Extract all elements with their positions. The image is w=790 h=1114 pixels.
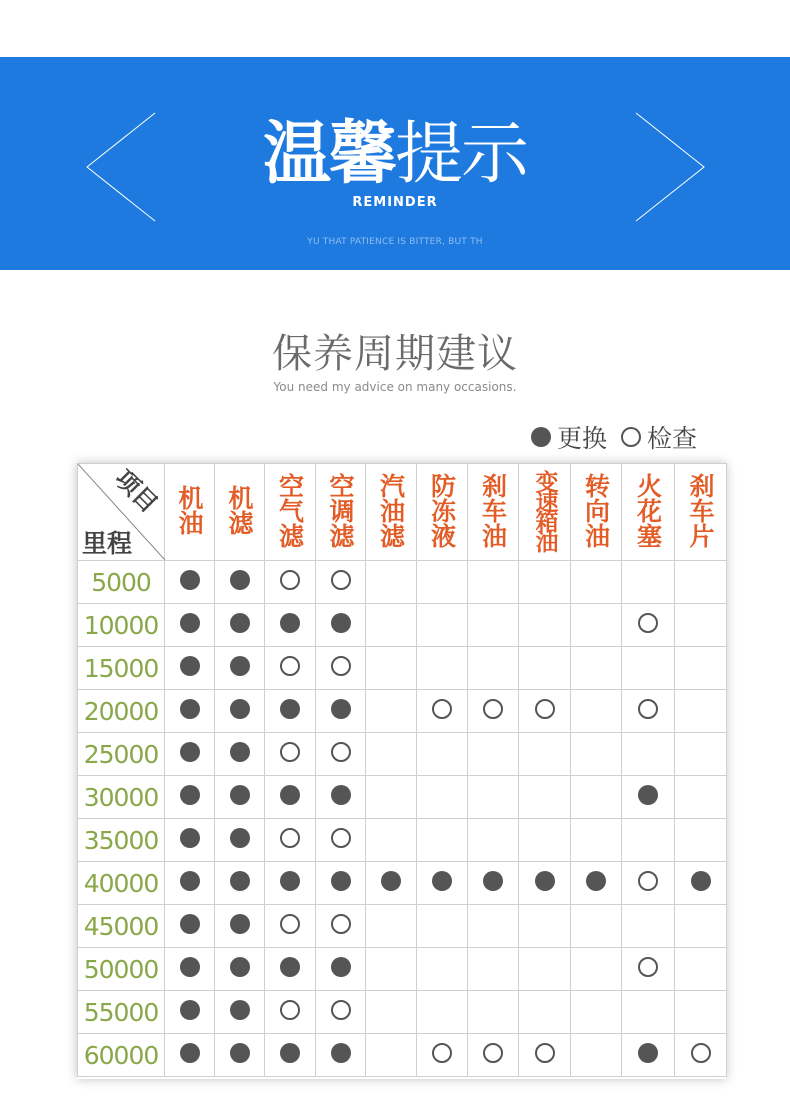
filled-circle-icon	[586, 871, 606, 891]
schedule-cell	[366, 948, 417, 991]
filled-circle-icon	[280, 699, 300, 719]
schedule-cell	[519, 604, 571, 647]
schedule-cell	[675, 948, 727, 991]
schedule-cell	[366, 647, 417, 690]
filled-circle-icon	[432, 871, 452, 891]
filled-circle-icon	[230, 957, 250, 977]
filled-circle-icon	[531, 427, 551, 447]
schedule-cell	[675, 1034, 727, 1077]
schedule-cell	[571, 604, 622, 647]
corner-item-label: 项目	[109, 464, 164, 519]
schedule-cell	[571, 647, 622, 690]
column-header-label: 刹车片	[686, 472, 715, 548]
mileage-cell	[78, 604, 165, 647]
schedule-cell	[265, 905, 316, 948]
filled-circle-icon	[331, 1043, 351, 1063]
schedule-cell	[468, 690, 519, 733]
schedule-cell	[417, 991, 468, 1034]
schedule-cell	[571, 819, 622, 862]
mileage-label: 5000	[91, 567, 151, 597]
schedule-cell	[675, 604, 727, 647]
banner-title	[0, 115, 790, 194]
schedule-cell	[675, 905, 727, 948]
mileage-label: 25000	[83, 739, 159, 769]
schedule-cell	[265, 991, 316, 1034]
schedule-cell	[316, 733, 366, 776]
schedule-cell	[215, 819, 265, 862]
schedule-cell	[622, 1034, 675, 1077]
schedule-cell	[316, 561, 366, 604]
schedule-cell	[622, 905, 675, 948]
table-row	[78, 1034, 727, 1077]
column-header-label: 机油	[175, 485, 204, 535]
schedule-cell	[417, 647, 468, 690]
schedule-cell	[366, 905, 417, 948]
schedule-cell	[675, 647, 727, 690]
filled-circle-icon	[381, 871, 401, 891]
table-row	[78, 647, 727, 690]
mileage-label: 20000	[83, 696, 159, 726]
corner-cell	[78, 464, 165, 561]
schedule-cell	[366, 733, 417, 776]
legend-replace-label: 更换	[557, 424, 608, 453]
mileage-cell	[78, 948, 165, 991]
filled-circle-icon	[180, 742, 200, 762]
schedule-cell	[417, 862, 468, 905]
filled-circle-icon	[230, 699, 250, 719]
filled-circle-icon	[180, 785, 200, 805]
schedule-cell	[675, 991, 727, 1034]
open-circle-icon	[331, 656, 351, 676]
mileage-cell	[78, 862, 165, 905]
column-header-label: 机滤	[225, 485, 254, 535]
schedule-cell	[366, 776, 417, 819]
filled-circle-icon	[230, 570, 250, 590]
schedule-cell	[622, 948, 675, 991]
schedule-cell	[366, 604, 417, 647]
schedule-cell	[265, 733, 316, 776]
table-row	[78, 819, 727, 862]
schedule-cell	[519, 776, 571, 819]
schedule-cell	[215, 561, 265, 604]
schedule-cell	[519, 991, 571, 1034]
mileage-cell	[78, 733, 165, 776]
schedule-cell	[519, 862, 571, 905]
table-row	[78, 948, 727, 991]
schedule-cell	[265, 776, 316, 819]
mileage-cell	[78, 690, 165, 733]
schedule-cell	[165, 905, 215, 948]
schedule-cell	[215, 733, 265, 776]
schedule-cell	[316, 948, 366, 991]
filled-circle-icon	[180, 699, 200, 719]
filled-circle-icon	[331, 871, 351, 891]
filled-circle-icon	[180, 957, 200, 977]
schedule-cell	[366, 561, 417, 604]
section-subtitle: You need my advice on many occasions.	[273, 380, 517, 394]
filled-circle-icon	[230, 742, 250, 762]
table-row	[78, 991, 727, 1034]
filled-circle-icon	[331, 785, 351, 805]
schedule-cell	[519, 948, 571, 991]
mileage-cell	[78, 647, 165, 690]
schedule-cell	[622, 819, 675, 862]
schedule-cell	[366, 690, 417, 733]
legend	[531, 422, 697, 452]
schedule-cell	[165, 647, 215, 690]
filled-circle-icon	[280, 785, 300, 805]
filled-circle-icon	[535, 871, 555, 891]
filled-circle-icon	[180, 828, 200, 848]
schedule-cell	[316, 905, 366, 948]
filled-circle-icon	[180, 871, 200, 891]
schedule-cell	[165, 733, 215, 776]
schedule-cell	[366, 1034, 417, 1077]
schedule-cell	[316, 776, 366, 819]
legend-check-label: 检查	[647, 424, 698, 453]
schedule-cell	[571, 690, 622, 733]
mileage-cell	[78, 1034, 165, 1077]
column-header-label: 刹车油	[478, 472, 508, 548]
filled-circle-icon	[280, 957, 300, 977]
schedule-cell	[316, 1034, 366, 1077]
schedule-cell	[265, 647, 316, 690]
filled-circle-icon	[230, 871, 250, 891]
schedule-cell	[165, 1034, 215, 1077]
filled-circle-icon	[230, 1043, 250, 1063]
open-circle-icon	[535, 699, 555, 719]
filled-circle-icon	[230, 656, 250, 676]
schedule-cell	[165, 776, 215, 819]
schedule-cell	[571, 561, 622, 604]
banner-title-bold: 温馨	[262, 115, 395, 194]
schedule-cell	[675, 733, 727, 776]
schedule-cell	[675, 776, 727, 819]
schedule-cell	[519, 1034, 571, 1077]
filled-circle-icon	[331, 699, 351, 719]
filled-circle-icon	[638, 1043, 658, 1063]
schedule-cell	[468, 819, 519, 862]
schedule-cell	[571, 776, 622, 819]
schedule-cell	[468, 561, 519, 604]
schedule-cell	[519, 819, 571, 862]
filled-circle-icon	[180, 613, 200, 633]
mileage-label: 35000	[83, 825, 159, 855]
banner-subtitle: REMINDER	[352, 195, 438, 210]
open-circle-icon	[331, 742, 351, 762]
table-row	[78, 733, 727, 776]
table-row	[78, 690, 727, 733]
mileage-label: 55000	[83, 997, 159, 1027]
schedule-cell	[622, 561, 675, 604]
schedule-cell	[316, 647, 366, 690]
open-circle-icon	[638, 957, 658, 977]
open-circle-icon	[331, 914, 351, 934]
mileage-label: 40000	[83, 868, 159, 898]
table-row	[78, 905, 727, 948]
filled-circle-icon	[331, 613, 351, 633]
schedule-cell	[265, 561, 316, 604]
schedule-cell	[215, 905, 265, 948]
schedule-cell	[622, 733, 675, 776]
column-header	[366, 464, 417, 561]
banner-tagline: YU THAT PATIENCE IS BITTER, BUT TH	[307, 237, 483, 247]
mileage-cell	[78, 991, 165, 1034]
maintenance-schedule-table	[77, 463, 727, 1077]
schedule-cell	[675, 862, 727, 905]
filled-circle-icon	[180, 1043, 200, 1063]
mileage-cell	[78, 561, 165, 604]
schedule-cell	[468, 776, 519, 819]
filled-circle-icon	[230, 1000, 250, 1020]
open-circle-icon	[638, 613, 658, 633]
schedule-cell	[316, 819, 366, 862]
schedule-cell	[468, 1034, 519, 1077]
table-header-row	[78, 464, 727, 561]
schedule-cell	[417, 905, 468, 948]
mileage-label: 30000	[83, 782, 159, 812]
column-header	[215, 464, 265, 561]
schedule-cell	[571, 733, 622, 776]
schedule-cell	[571, 948, 622, 991]
table-row	[78, 862, 727, 905]
schedule-cell	[571, 862, 622, 905]
schedule-cell	[215, 862, 265, 905]
banner-title-light: 提示	[395, 115, 528, 194]
schedule-cell	[165, 604, 215, 647]
filled-circle-icon	[483, 871, 503, 891]
open-circle-icon	[483, 1043, 503, 1063]
column-header	[468, 464, 519, 561]
schedule-cell	[417, 690, 468, 733]
column-header-label: 空调滤	[326, 472, 355, 548]
open-circle-icon	[331, 828, 351, 848]
column-header-label: 火花塞	[633, 472, 663, 548]
schedule-cell	[265, 604, 316, 647]
schedule-cell	[165, 948, 215, 991]
open-circle-icon	[280, 742, 300, 762]
open-circle-icon	[280, 828, 300, 848]
schedule-cell	[675, 690, 727, 733]
column-header	[265, 464, 316, 561]
column-header	[571, 464, 622, 561]
schedule-cell	[622, 604, 675, 647]
schedule-cell	[165, 991, 215, 1034]
schedule-cell	[468, 862, 519, 905]
schedule-cell	[468, 647, 519, 690]
column-header	[316, 464, 366, 561]
schedule-cell	[265, 862, 316, 905]
mileage-label: 45000	[83, 911, 159, 941]
column-header	[622, 464, 675, 561]
maintenance-table-wrapper	[77, 463, 726, 1079]
schedule-cell	[366, 819, 417, 862]
open-circle-icon	[483, 699, 503, 719]
filled-circle-icon	[180, 656, 200, 676]
filled-circle-icon	[691, 871, 711, 891]
schedule-cell	[316, 991, 366, 1034]
filled-circle-icon	[280, 871, 300, 891]
open-circle-icon	[638, 699, 658, 719]
open-circle-icon	[331, 1000, 351, 1020]
schedule-cell	[519, 647, 571, 690]
schedule-cell	[165, 690, 215, 733]
schedule-cell	[417, 561, 468, 604]
column-header-label: 空气滤	[275, 472, 305, 548]
mileage-label: 50000	[83, 954, 159, 984]
schedule-cell	[468, 604, 519, 647]
filled-circle-icon	[230, 828, 250, 848]
schedule-cell	[417, 1034, 468, 1077]
schedule-cell	[366, 991, 417, 1034]
open-circle-icon	[331, 570, 351, 590]
open-circle-icon	[535, 1043, 555, 1063]
schedule-cell	[265, 1034, 316, 1077]
schedule-cell	[622, 776, 675, 819]
schedule-cell	[622, 991, 675, 1034]
schedule-cell	[675, 561, 727, 604]
corner-mileage-label: 里程	[82, 529, 133, 558]
schedule-cell	[519, 905, 571, 948]
schedule-cell	[417, 776, 468, 819]
schedule-cell	[417, 819, 468, 862]
schedule-cell	[215, 948, 265, 991]
schedule-cell	[215, 690, 265, 733]
open-circle-icon	[621, 427, 641, 447]
schedule-cell	[265, 819, 316, 862]
schedule-cell	[519, 690, 571, 733]
schedule-cell	[468, 991, 519, 1034]
schedule-cell	[622, 862, 675, 905]
schedule-cell	[265, 948, 316, 991]
table-row	[78, 561, 727, 604]
schedule-cell	[468, 905, 519, 948]
mileage-label: 10000	[83, 610, 159, 640]
filled-circle-icon	[180, 914, 200, 934]
mileage-cell	[78, 819, 165, 862]
open-circle-icon	[691, 1043, 711, 1063]
schedule-cell	[215, 776, 265, 819]
filled-circle-icon	[280, 613, 300, 633]
mileage-cell	[78, 776, 165, 819]
open-circle-icon	[280, 656, 300, 676]
column-header-label: 变速箱油	[531, 470, 558, 550]
filled-circle-icon	[230, 613, 250, 633]
schedule-cell	[675, 819, 727, 862]
schedule-cell	[417, 604, 468, 647]
mileage-label: 15000	[83, 653, 159, 683]
schedule-cell	[417, 948, 468, 991]
schedule-cell	[571, 1034, 622, 1077]
schedule-cell	[215, 604, 265, 647]
filled-circle-icon	[180, 1000, 200, 1020]
column-header-label: 防冻液	[427, 472, 457, 548]
table-row	[78, 776, 727, 819]
open-circle-icon	[280, 914, 300, 934]
filled-circle-icon	[230, 785, 250, 805]
schedule-cell	[571, 905, 622, 948]
reminder-banner	[0, 57, 790, 270]
mileage-cell	[78, 905, 165, 948]
column-header-label: 转向油	[581, 472, 611, 548]
filled-circle-icon	[280, 1043, 300, 1063]
table-body	[78, 561, 727, 1077]
schedule-cell	[316, 604, 366, 647]
schedule-cell	[165, 862, 215, 905]
schedule-cell	[366, 862, 417, 905]
schedule-cell	[468, 948, 519, 991]
schedule-cell	[519, 733, 571, 776]
schedule-cell	[519, 561, 571, 604]
column-header	[165, 464, 215, 561]
schedule-cell	[215, 647, 265, 690]
filled-circle-icon	[180, 570, 200, 590]
filled-circle-icon	[638, 785, 658, 805]
open-circle-icon	[432, 1043, 452, 1063]
schedule-cell	[571, 991, 622, 1034]
schedule-cell	[265, 690, 316, 733]
open-circle-icon	[280, 1000, 300, 1020]
table-row	[78, 604, 727, 647]
filled-circle-icon	[331, 957, 351, 977]
schedule-cell	[622, 647, 675, 690]
schedule-cell	[165, 819, 215, 862]
section-title: 保养周期建议	[272, 331, 518, 377]
schedule-cell	[165, 561, 215, 604]
mileage-label: 60000	[83, 1040, 159, 1070]
schedule-cell	[417, 733, 468, 776]
filled-circle-icon	[230, 914, 250, 934]
schedule-cell	[622, 690, 675, 733]
column-header	[519, 464, 571, 561]
schedule-cell	[215, 991, 265, 1034]
column-header-label: 汽油滤	[376, 472, 406, 548]
column-header	[675, 464, 727, 561]
open-circle-icon	[638, 871, 658, 891]
open-circle-icon	[432, 699, 452, 719]
schedule-cell	[215, 1034, 265, 1077]
schedule-cell	[316, 690, 366, 733]
open-circle-icon	[280, 570, 300, 590]
schedule-cell	[468, 733, 519, 776]
column-header	[417, 464, 468, 561]
schedule-cell	[316, 862, 366, 905]
